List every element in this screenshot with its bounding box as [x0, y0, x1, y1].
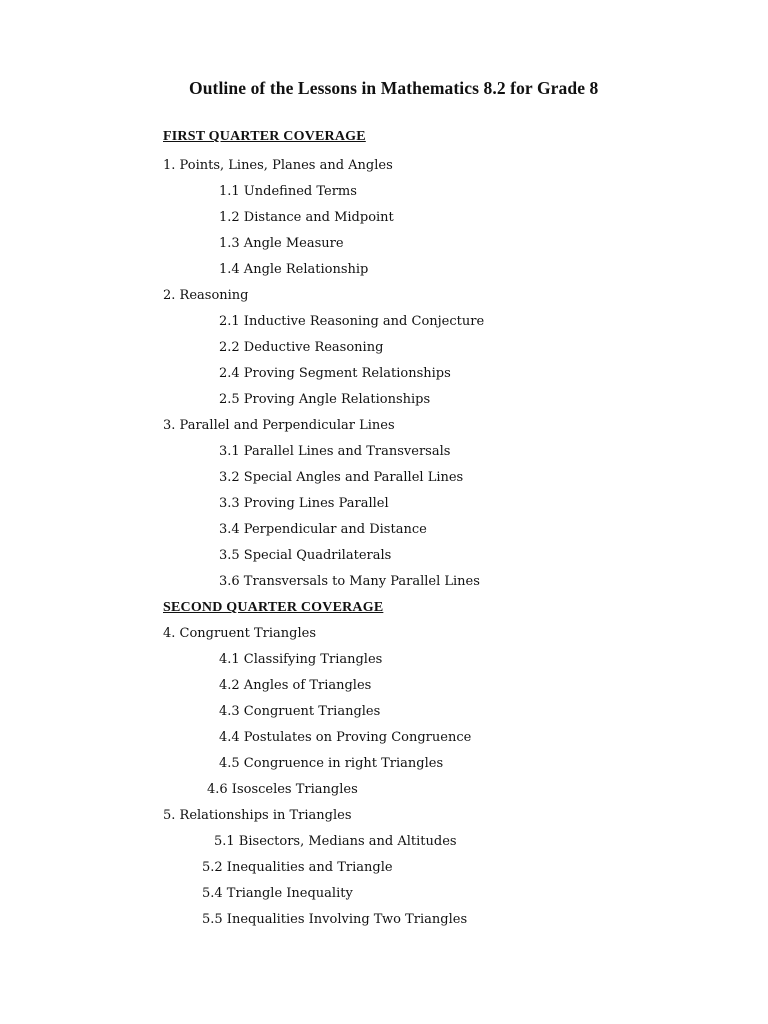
lesson-item: 5.5 Inequalities Involving Two Triangles: [202, 912, 468, 927]
lesson-item: 1.4 Angle Relationship: [219, 262, 369, 277]
lesson-item: 3.4 Perpendicular and Distance: [219, 522, 427, 537]
page-title: Outline of the Lessons in Mathematics 8.2 for Grade 8: [189, 78, 599, 98]
lesson-item: 2.5 Proving Angle Relationships: [219, 392, 431, 407]
lesson-item: 4.4 Postulates on Proving Congruence: [219, 730, 472, 745]
section-heading-first-quarter: FIRST QUARTER COVERAGE: [163, 129, 366, 144]
lesson-item: 5.2 Inequalities and Triangle: [202, 860, 393, 875]
lesson-item: 4.1 Classifying Triangles: [219, 652, 383, 667]
lesson-item: 5.4 Triangle Inequality: [202, 886, 353, 901]
chapter-heading: 2. Reasoning: [163, 288, 249, 303]
lesson-item: 2.1 Inductive Reasoning and Conjecture: [219, 314, 485, 329]
chapter-heading: 1. Points, Lines, Planes and Angles: [163, 158, 393, 173]
lesson-item: 5.1 Bisectors, Medians and Altitudes: [214, 834, 457, 849]
lesson-item: 4.2 Angles of Triangles: [219, 678, 372, 693]
lesson-item: 3.1 Parallel Lines and Transversals: [219, 444, 451, 459]
lesson-item: 1.2 Distance and Midpoint: [219, 210, 394, 225]
section-heading-second-quarter: SECOND QUARTER COVERAGE: [163, 600, 384, 615]
chapter-heading: 5. Relationships in Triangles: [163, 808, 352, 823]
lesson-item: 4.3 Congruent Triangles: [219, 704, 381, 719]
lesson-item: 3.5 Special Quadrilaterals: [219, 548, 392, 563]
chapter-heading: 3. Parallel and Perpendicular Lines: [163, 418, 395, 433]
lesson-item: 4.6 Isosceles Triangles: [207, 782, 358, 797]
lesson-item: 2.2 Deductive Reasoning: [219, 340, 384, 355]
lesson-item: 2.4 Proving Segment Relationships: [219, 366, 451, 381]
lesson-item: 3.2 Special Angles and Parallel Lines: [219, 470, 464, 485]
lesson-item: 3.6 Transversals to Many Parallel Lines: [219, 574, 480, 589]
chapter-heading: 4. Congruent Triangles: [163, 626, 317, 641]
lesson-item: 1.3 Angle Measure: [219, 236, 344, 251]
lesson-item: 1.1 Undefined Terms: [219, 184, 357, 199]
lesson-item: 3.3 Proving Lines Parallel: [219, 496, 389, 511]
lesson-item: 4.5 Congruence in right Triangles: [219, 756, 444, 771]
